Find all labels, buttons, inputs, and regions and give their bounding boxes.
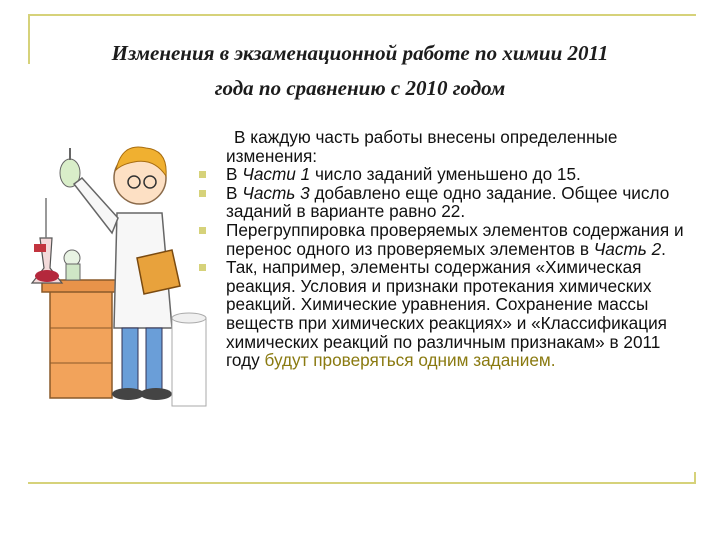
list-item: Перегруппировка проверяемых элементов содержания и перенос одного из проверяемых элементов в Часть 2. [226, 221, 696, 258]
intro-text [226, 128, 696, 165]
intro-line-2: изменения: [226, 145, 318, 166]
highlighted-text: будут проверяться одним заданием. [264, 350, 556, 371]
bullet-square-icon [199, 190, 206, 197]
bullet-square-icon [199, 171, 206, 178]
list-item: В Часть 3 добавлено еще одно задание. Общее число заданий в варианте равно 22. [226, 184, 696, 221]
frame-right-line [694, 472, 696, 484]
bullet-square-icon [199, 264, 206, 271]
list-item: В Части 1 число заданий уменьшено до 15. [226, 165, 696, 184]
title-line-1: Изменения в экзаменационной работе по химии 2011 [111, 41, 609, 65]
chemist-illustration [22, 118, 212, 418]
title-line-2: года по сравнению с 2010 годом [214, 76, 506, 100]
bullet-list [226, 165, 696, 370]
frame-bottom-line [28, 482, 696, 484]
frame-left-line [28, 14, 30, 64]
intro-line-1: В каждую часть работы внесены определенные [234, 127, 618, 147]
bullet-square-icon [199, 227, 206, 234]
frame-top-line [28, 14, 696, 16]
slide-content [226, 128, 696, 370]
slide-title [40, 36, 680, 106]
list-item: Так, например, элементы содержания «Химическая реакция. Условия и признаки протекания химических реакций. Химические уравнения. Сохранение массы веществ при химических реакциях» и «Классификация химических реакций по различным признакам» в 2011 году будут проверяться одним заданием. [226, 258, 696, 370]
